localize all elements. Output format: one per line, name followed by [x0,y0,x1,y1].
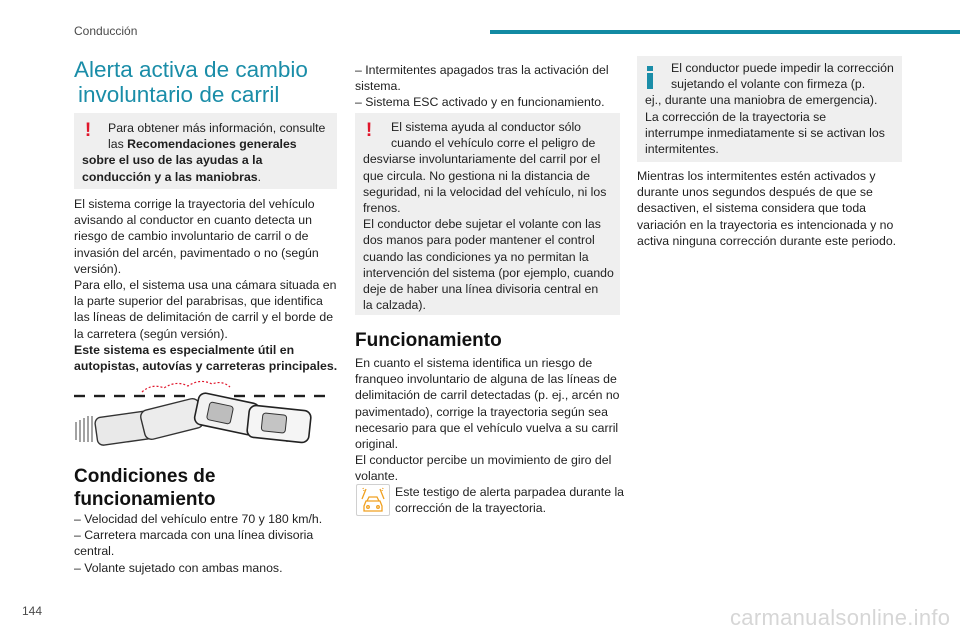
page-title-line2: involuntario de carril [78,82,280,107]
note-text-body [82,120,332,185]
text-line: necesario para que el vehículo vuelva a su carril [355,420,619,435]
bold-text-line: autopistas, autovías y carreteras principales. [74,359,338,374]
text-line: avisando al conductor en cuanto detecta un [74,213,312,228]
note-text-bold: Recomendaciones generales sobre el uso de las ayudas a la conducción y a las maniobras [82,137,297,184]
note-line: ej., durante una maniobra de emergencia). [645,93,878,108]
text-line: volante. [355,469,399,484]
header-accent-bar [490,30,960,34]
info-note-override [637,56,902,162]
warning-note-more-info [74,113,337,189]
note-line: cuando el vehículo corre el peligro de [391,136,596,151]
text-line: pavimentado), corrige la trayectoria según sea [355,404,608,419]
note-line: deje de haber una línea divisoria central en [363,282,599,297]
note-line: que circula. No gestiona ni la distancia de [363,168,590,183]
text-line: delimitación de carril detectadas (p. ej., arcén no [355,388,620,403]
watermark: carmanualsonline.info [730,605,951,630]
list-item: sistema. [355,79,401,94]
note-line: intermitentes. [645,142,719,157]
list-item: – Sistema ESC activado y en funcionamiento. [355,95,605,110]
text-line: las líneas de delimitación de carril y el borde de [74,310,334,325]
note-line: La corrección de la trayectoria se [645,109,827,124]
text-line: riesgo de cambio involuntario de carril o de [74,229,309,244]
note-line: cuando las condiciones ya no permitan la [363,249,589,264]
note-line: seguridad, ni la velocidad del vehículo, ni los [363,184,607,199]
intro-paragraph [74,196,339,374]
section-label: Conducción [74,24,138,38]
note-line: El conductor debe sujetar el volante con las [363,217,601,232]
text-line: la carretera (según versión). [74,326,228,341]
conditions-list [74,511,339,576]
text-line: versión). [74,261,122,276]
note-text-post: . [257,169,262,184]
indicator-paragraph [637,168,905,249]
text-line: activa ninguna corrección durante este periodo. [637,233,897,248]
text-line: durante unos segundos después de que se [637,185,873,200]
funcionamiento-heading: Funcionamiento [355,330,502,351]
text-line: corrección de la trayectoria. [395,501,547,516]
warning-exclamation-icon: ! [365,120,373,141]
note-line: desviarse involuntariamente del carril por el [363,152,601,167]
text-line: Este testigo de alerta parpadea durante la [395,485,625,499]
warning-exclamation-icon: ! [84,120,92,141]
warning-note-system-limits [355,113,620,315]
list-item: – Volante sujetado con ambas manos. [74,560,283,575]
text-line: Para ello, el sistema usa una cámara situada en [74,278,337,293]
text-line: invasión del arcén, pavimentado o no (según [74,245,319,260]
lane-departure-car-illustration [72,378,338,446]
note-text-pre: Para obtener más información, consulte las [108,121,326,152]
list-item: – Intermitentes apagados tras la activación del [355,63,609,77]
text-line: El conductor percibe un movimiento de giro del [355,453,612,468]
note-line: El sistema ayuda al conductor sólo [391,120,582,134]
warning-lamp-description [395,484,625,516]
list-item: central. [74,544,115,559]
note-line: dos manos para poder mantener el control [363,233,595,248]
note-text-body [363,119,615,313]
page-title [74,57,336,107]
text-line: Mientras los intermitentes estén activados y [637,169,876,183]
note-line: El conductor puede impedir la corrección [671,61,894,75]
note-line: sujetando el volante con firmeza (p. [671,77,866,92]
conditions-list-continued [355,62,620,111]
note-line: interrumpe inmediatamente si se activan los [645,125,885,140]
note-line: intervención del sistema (por ejemplo, cuando [363,265,614,280]
lane-assist-warning-lamp-icon [356,484,390,516]
conditions-heading [74,465,336,511]
note-line: frenos. [363,201,401,216]
page-title-line1: Alerta activa de cambio [74,57,308,82]
warning-wave [142,381,230,392]
note-line: la calzada). [363,298,426,313]
text-line: El sistema corrige la trayectoria del vehículo [74,197,315,211]
text-line: desactiven, el sistema considera que toda [637,201,866,216]
text-line: original. [355,437,399,452]
text-line: franqueo involuntario de alguna de las líneas de [355,372,617,387]
bold-text-line: Este sistema es especialmente útil en [74,342,295,357]
text-line: En cuanto el sistema identifica un riesgo de [355,356,593,370]
text-line: la parte superior del parabrisas, que identifica [74,294,323,309]
funcionamiento-paragraph [355,355,621,485]
heading-line: Condiciones de [74,466,216,487]
list-item: – Carretera marcada con una línea divisoria [74,528,314,543]
page-number: 144 [22,604,43,618]
text-line: variación en la trayectoria es intencionada y no [637,217,894,232]
note-text-body [645,60,897,157]
list-item: – Velocidad del vehículo entre 70 y 180 km/h. [74,512,323,526]
heading-line: funcionamiento [74,489,216,510]
car-silhouette [94,392,311,446]
